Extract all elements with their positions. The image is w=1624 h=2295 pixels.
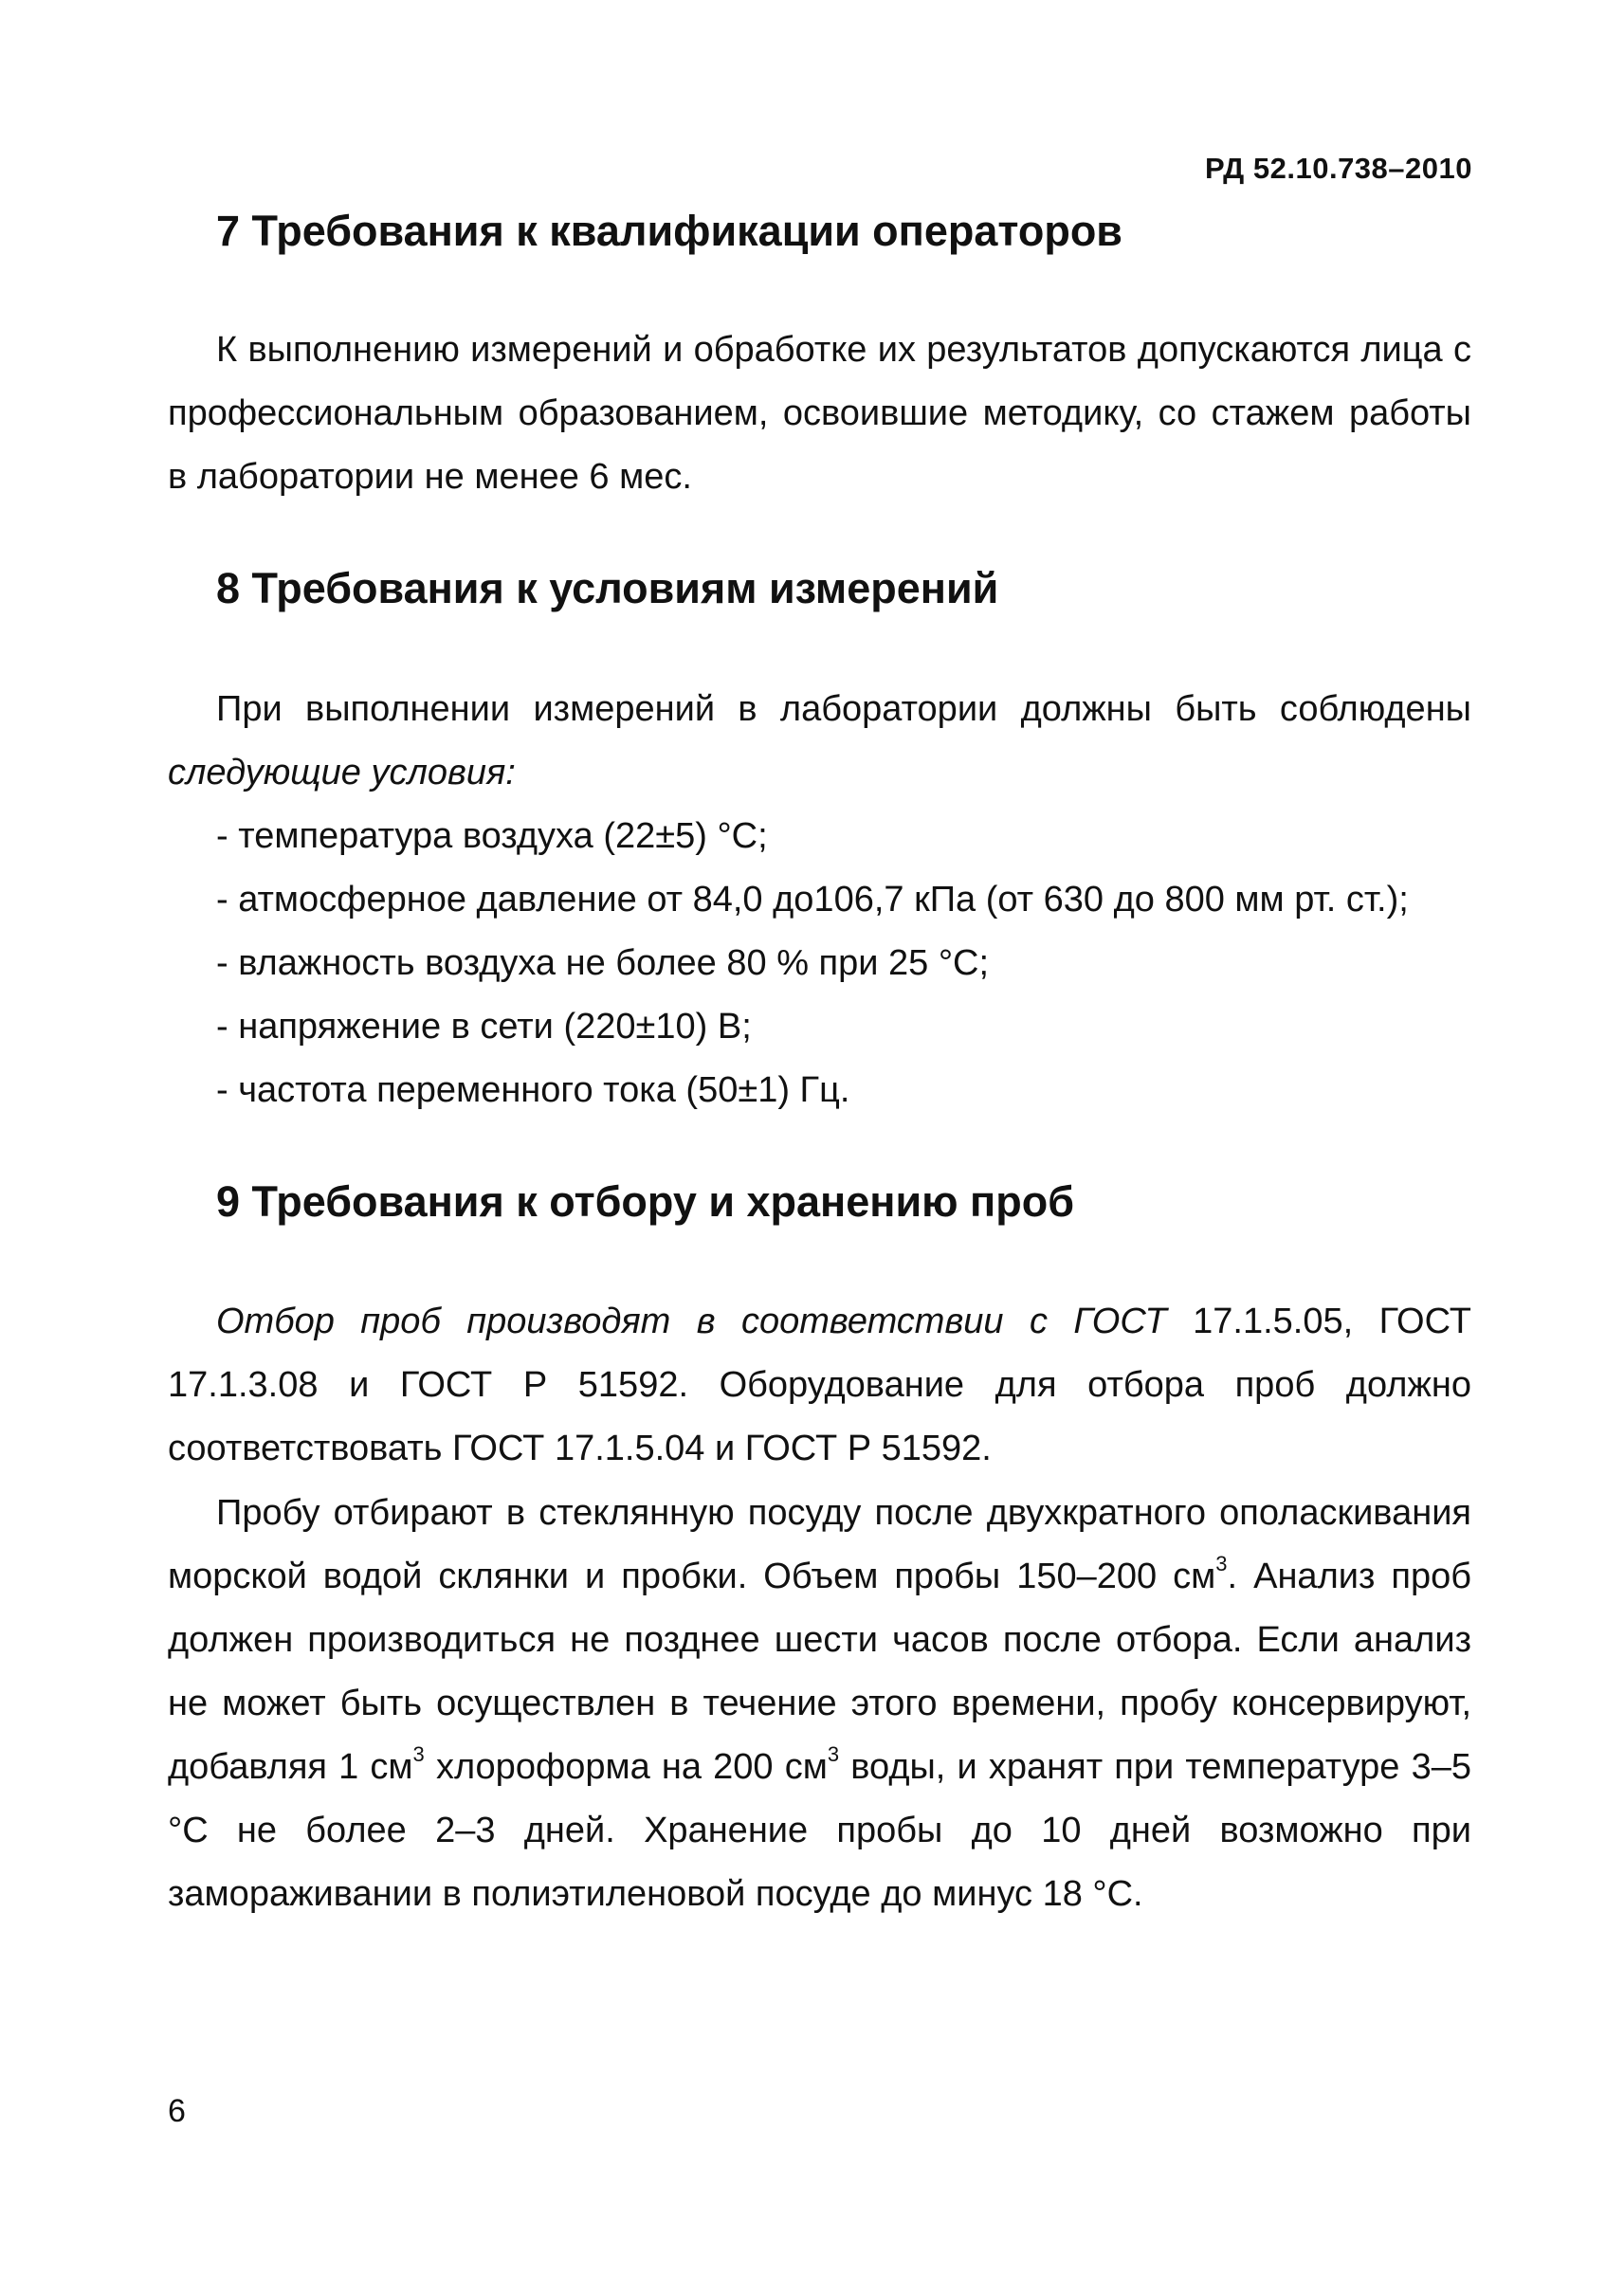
section-7-text: К выполнению измерений и обработке их результатов допускаются лица с профессиональным образованием, освоившие методику, со стажем работы в лаборатории не менее 6 мес. [168, 330, 1471, 497]
page-number: 6 [168, 2093, 186, 2129]
superscript-3: 3 [412, 1742, 425, 1767]
document-code: РД 52.10.738–2010 [1204, 152, 1472, 185]
section-9-paragraph-1 [168, 1290, 1471, 1481]
condition-item: - влажность воздуха не более 80 % при 25 °С; [216, 943, 990, 983]
section-9-paragraph-2 [168, 1482, 1471, 1926]
section-9-title: 9 Требования к отбору и хранению проб [216, 1177, 1074, 1226]
section-9-p2-c: хлороформа на 200 см [424, 1747, 828, 1787]
condition-item: - частота переменного тока (50±1) Гц. [216, 1070, 850, 1110]
condition-item: - напряжение в сети (220±10) В; [216, 1007, 752, 1047]
section-7-title: 7 Требования к квалификации операторов [216, 207, 1122, 255]
section-8-intro [168, 678, 1471, 741]
section-8-title: 8 Требования к условиям измерений [216, 564, 999, 612]
section-9-p1-italic: Отбор проб производят в соответствии с ГОСТ [216, 1302, 1167, 1341]
conditions-list [216, 805, 1409, 1122]
condition-item: - атмосферное давление от 84,0 до106,7 кПа (от 630 до 800 мм рт. ст.); [216, 880, 1409, 920]
section-9-p2-a: Пробу отбирают в стеклянную посуду после двухкратного ополаскивания морской водой склянки и пробки. Объем пробы 150–200 см [168, 1493, 1471, 1596]
condition-item: - температура воздуха (22±5) °С; [216, 816, 768, 856]
section-8-intro-text: При выполнении измерений в лаборатории должны быть соблюдены [216, 689, 1471, 729]
section-8-intro-continuation: следующие условия: [168, 753, 516, 792]
section-7-paragraph [168, 319, 1471, 509]
superscript-3: 3 [827, 1742, 840, 1767]
superscript-3: 3 [1215, 1552, 1228, 1576]
section-9-p2-b: . Анализ проб должен производиться не позднее шести часов после отбора. Если анализ не может быть осуществлен в течение этого времени, пробу консервируют, добавляя 1 см [168, 1557, 1471, 1787]
section-9-p1-text: 17.1.5.05, ГОСТ 17.1.3.08 и ГОСТ Р 51592. Оборудование для отбора проб должно соответствовать ГОСТ 17.1.5.04 и ГОСТ Р 51592. [168, 1302, 1471, 1468]
section-9-p2-d: воды, и хранят при температуре 3–5 °С не более 2–3 дней. Хранение пробы до 10 дней возможно при замораживании в полиэтиленовой посуде до минус 18 °С. [168, 1747, 1471, 1914]
